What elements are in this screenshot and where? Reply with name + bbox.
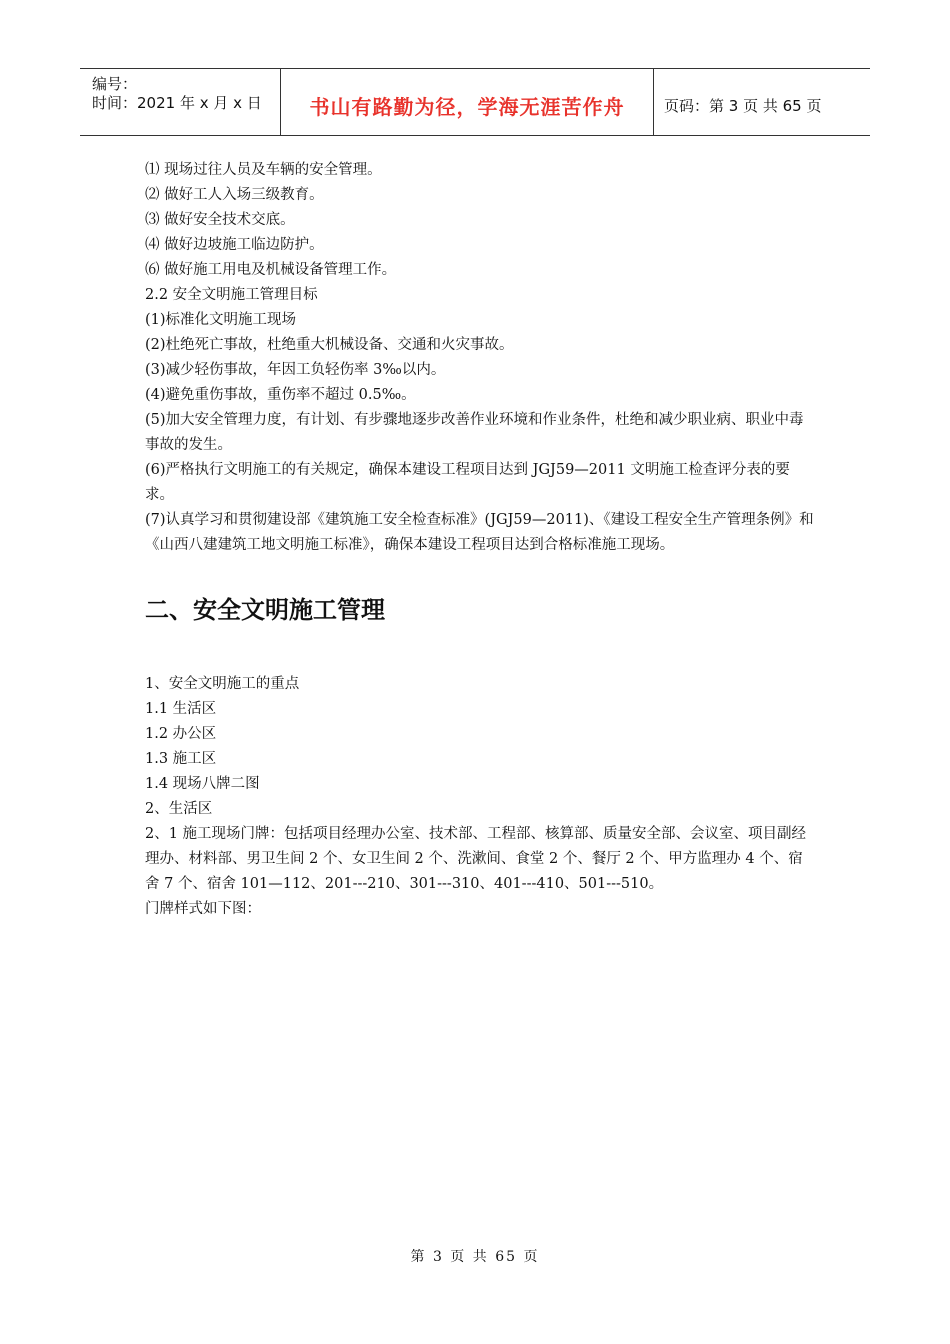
list-item: (6)严格执行文明施工的有关规定，确保本建设工程项目达到 JGJ59—2011 文明施工检查评分表的要求。 [145,462,790,503]
document-body [145,158,815,922]
list-item: (2)杜绝死亡事故，杜绝重大机械设备、交通和火灾事故。 [145,337,514,353]
list-item: 门牌样式如下图： [145,901,261,917]
list-item: ⑹ 做好施工用电及机械设备管理工作。 [145,262,397,278]
header-motto: 书山有路勤为径，学海无涯苦作舟 [309,94,625,119]
list-item: (4)避免重伤事故，重伤率不超过 0.5‰。 [145,387,416,403]
header-meta [80,69,281,135]
list-item: 1.3 施工区 [145,751,217,767]
list-item: (1)标准化文明施工现场 [145,312,297,328]
document-date: 时间：2021 年 x 月 x 日 [92,94,262,112]
list-item: 1.4 现场八牌二图 [145,776,260,792]
list-item: 1.1 生活区 [145,701,217,717]
list-item: 2、生活区 [145,801,213,817]
list-item: 2、1 施工现场门牌：包括项目经理办公室、技术部、工程部、核算部、质量安全部、会议室、项目副经理办、材料部、男卫生间 2 个、女卫生间 2 个、洗漱间、食堂 2 个、餐厅 2 个、甲方监理办 4 个、宿舍 7 个、宿舍 101—112、201---210、301---310、401---410、501---510。 [145,826,807,892]
list-item: (7)认真学习和贯彻建设部《建筑施工安全检查标准》(JGJ59—2011)、《建设工程安全生产管理条例》和《山西八建建筑工地文明施工标准》，确保本建设工程项目达到合格标准施工现场。 [145,512,814,553]
subheading: 2.2 安全文明施工管理目标 [145,287,318,303]
list-item: (3)减少轻伤事故，年因工负轻伤率 3‰以内。 [145,362,446,378]
page-footer: 第 3 页 共 65 页 [410,1249,540,1265]
page-header [80,68,870,136]
header-page-info: 页码：第 3 页 共 65 页 [664,96,822,115]
list-item: ⑵ 做好工人入场三级教育。 [145,187,324,203]
section-heading: 二、安全文明施工管理 [145,596,385,624]
list-item: (5)加大安全管理力度，有计划、有步骤地逐步改善作业环境和作业条件，杜绝和减少职业病、职业中毒事故的发生。 [145,412,804,453]
header-motto-cell [281,69,654,135]
list-item: ⑶ 做好安全技术交底。 [145,212,295,228]
list-item: 1、安全文明施工的重点 [145,676,300,692]
list-item: ⑷ 做好边坡施工临边防护。 [145,237,324,253]
list-item: 1.2 办公区 [145,726,217,742]
list-item: ⑴ 现场过往人员及车辆的安全管理。 [145,162,382,178]
document-number-label: 编号： [92,75,138,93]
